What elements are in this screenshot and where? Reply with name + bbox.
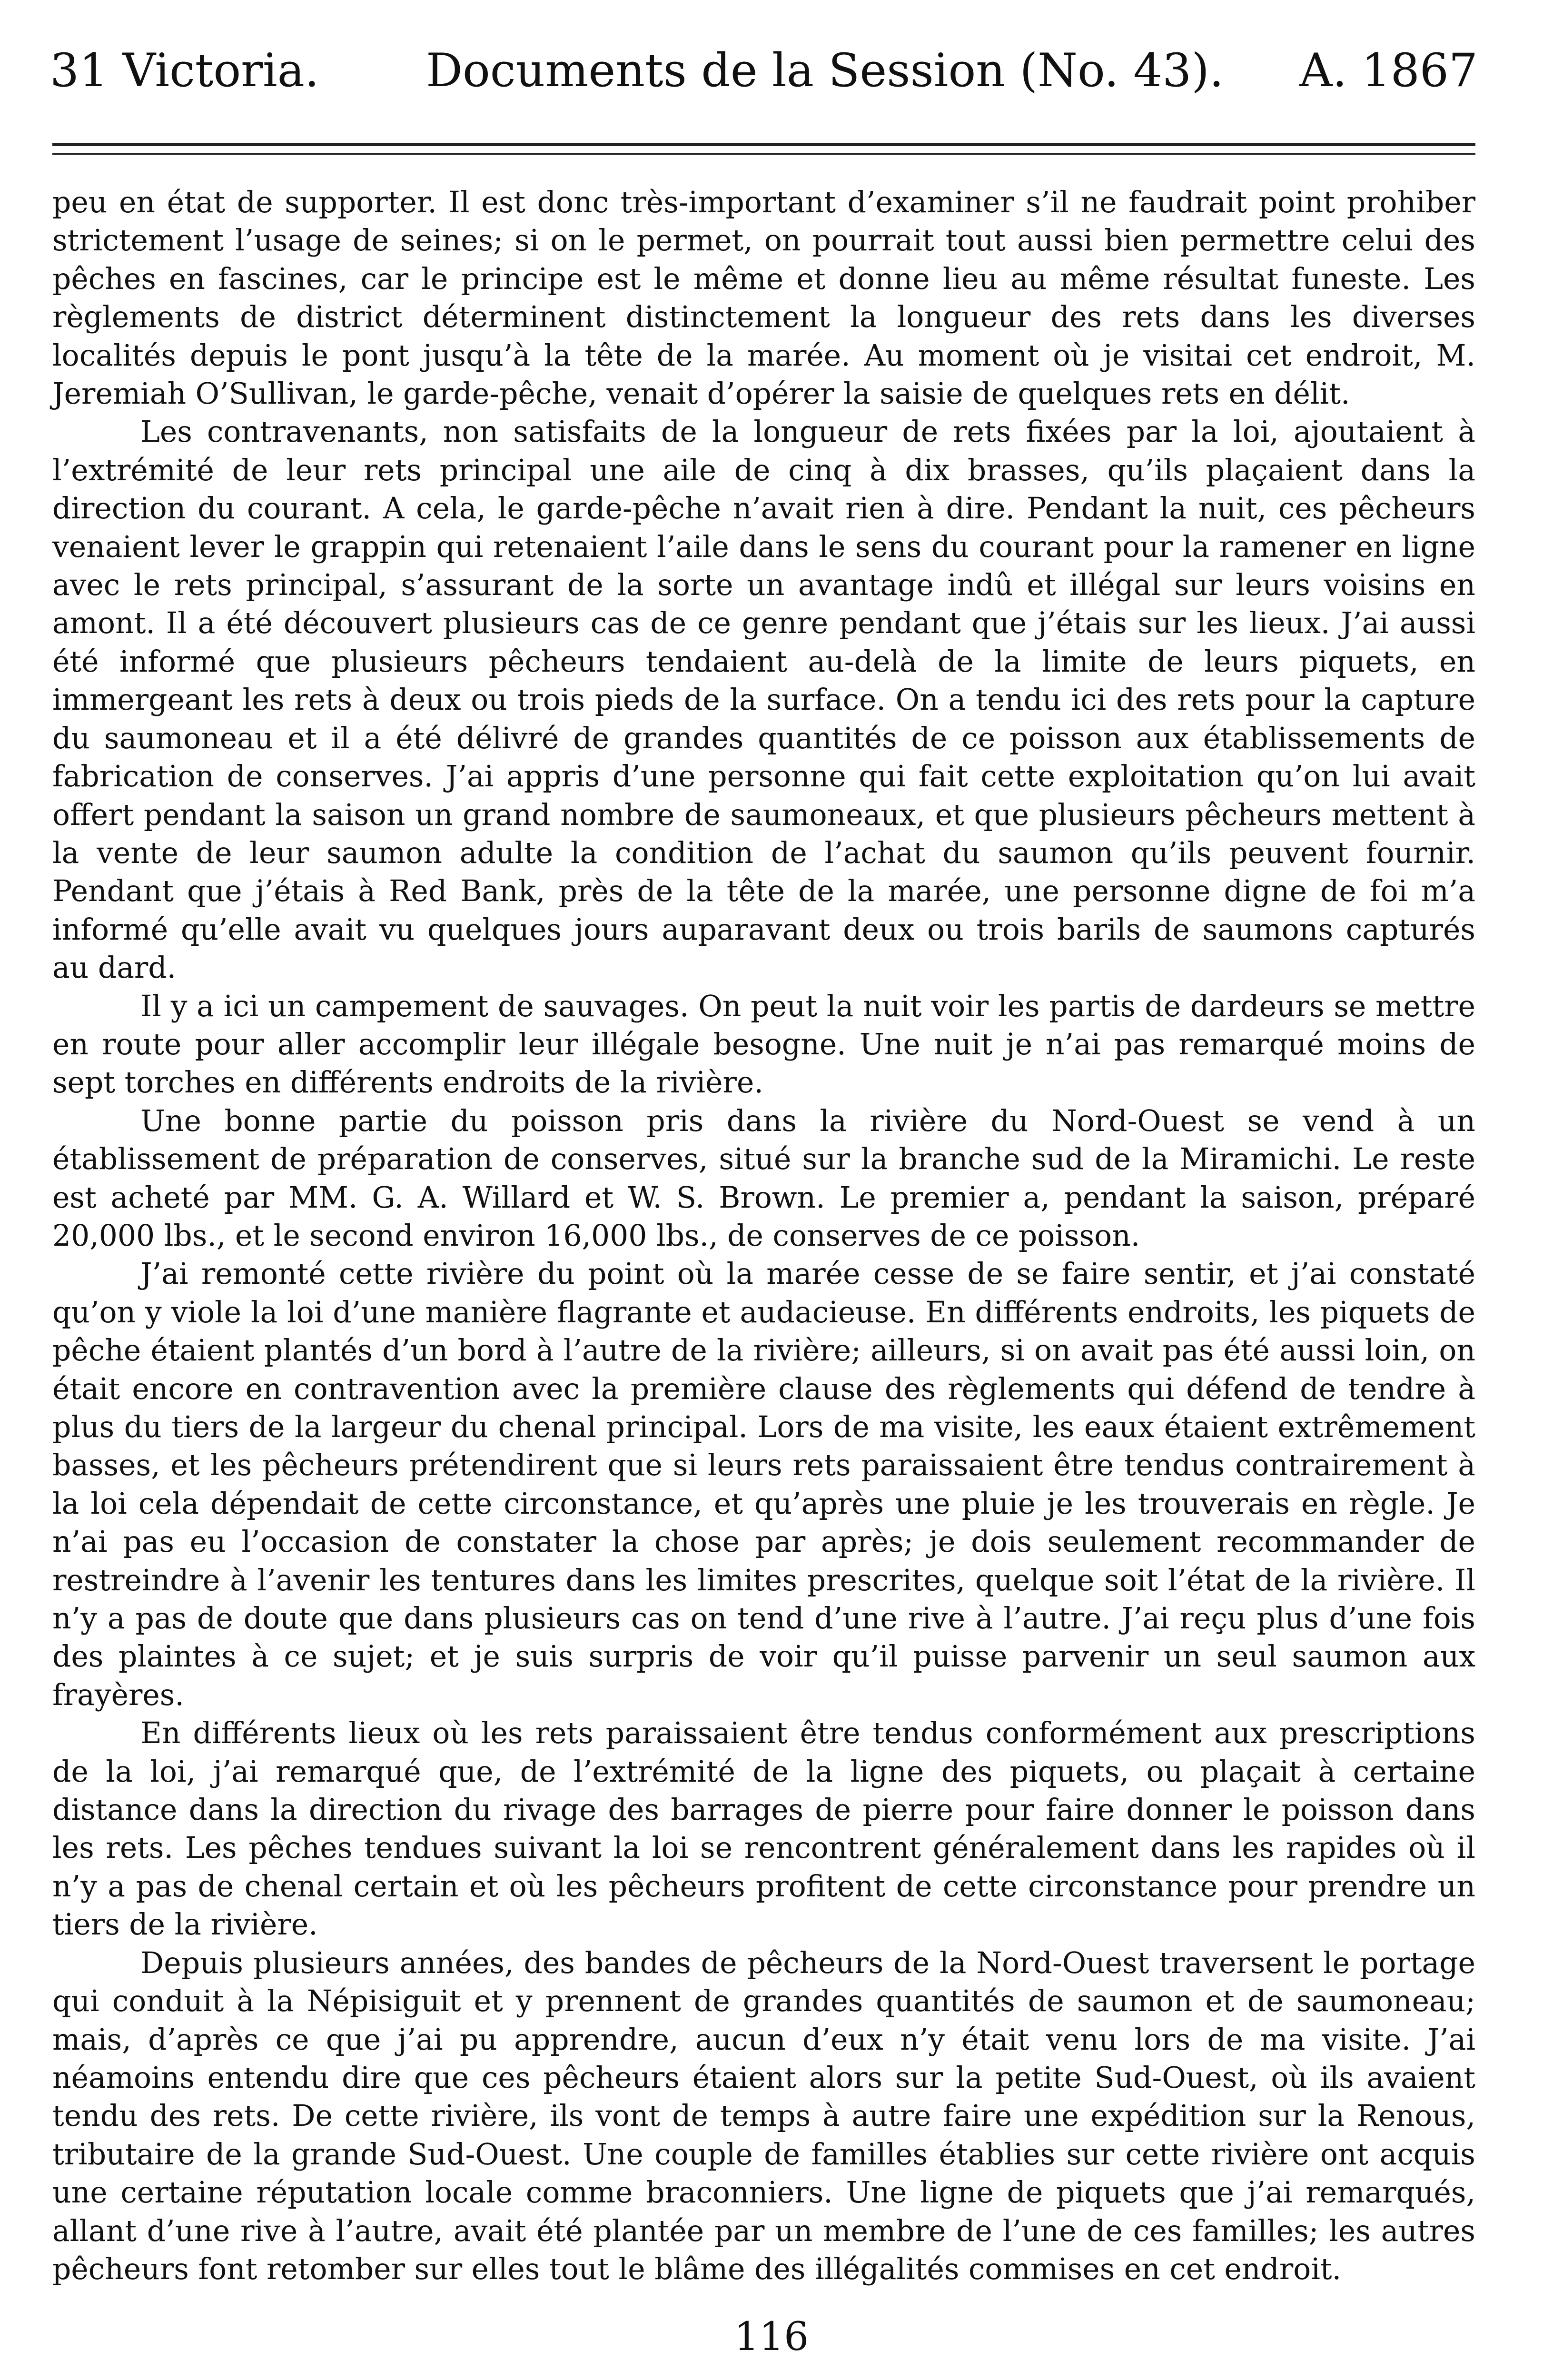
header-left: 31 Victoria. [50,44,319,97]
header-rule-thick [52,143,1475,146]
paragraph-5: J’ai remonté cette rivière du point où la marée cesse de se faire sentir, et j’ai constaté qu’on y viole la loi d’une manière flagrante et audacieuse. En différents endroits, les piquets de pêche étaient plantés d’un bord à l’autre de la rivière; ailleurs, si on avait pas été aussi loin, on était encore en contravention avec la première clause des règlements qui défend de tendre à plus du tiers de la largeur du chenal principal. Lors de ma visite, les eaux étaient extrêmement basses, et les pêcheurs prétendirent que si leurs rets paraissaient être tendus contrairement à la loi cela dépendait de cette circonstance, et qu’après une pluie je les trouverais en règle. Je n’ai pas eu l’occasion de constater la chose par après; je dois seulement recommander de restreindre à l’avenir les tentures dans les limites prescrites, quelque soit l’état de la rivière. Il n’y a pas de doute que dans plusieurs cas on tend d’une rive à l’autre. J’ai reçu plus d’une fois des plaintes à ce sujet; et je suis surpris de voir qu’il puisse parvenir un seul saumon aux frayères. [52,1257,1475,1712]
paragraph-1: peu en état de supporter. Il est donc très-important d’examiner s’il ne faudrait point prohiber strictement l’usage de seines; si on le permet, on pourrait tout aussi bien permettre celui des pêches en fascines, car le principe est le même et donne lieu au même résultat funeste. Les règlements de district déterminent distinctement la longueur des rets dans les diverses localités depuis le pont jusqu’à la tête de la marée. Au moment où je visitai cet endroit, M. Jeremiah O’Sullivan, le garde-pêche, venait d’opérer la saisie de quelques rets en délit. [52,185,1475,411]
paragraph-6: En différents lieux où les rets paraissaient être tendus conformément aux prescriptions de la loi, j’ai remarqué que, de l’extrémité de la ligne des piquets, ou plaçait à certaine distance dans la direction du rivage des barrages de pierre pour faire donner le poisson dans les rets. Les pêches tendues suivant la loi se rencontrent généralement dans les rapides où il n’y a pas de chenal certain et où les pêcheurs profitent de cette circonstance pour prendre un tiers de la rivière. [52,1716,1475,1942]
paragraph-4: Une bonne partie du poisson pris dans la rivière du Nord-Ouest se vend à un établissement de préparation de conserves, situé sur la branche sud de la Miramichi. Le reste est acheté par MM. G. A. Willard et W. S. Brown. Le premier a, pendant la saison, préparé 20,000 lbs., et le second environ 16,000 lbs., de conserves de ce poisson. [52,1103,1475,1253]
body-text [52,183,1475,2288]
paragraph-2: Les contravenants, non satisfaits de la longueur de rets fixées par la loi, ajoutaient à l’extrémité de leur rets principal une aile de cinq à dix brasses, qu’ils plaçaient dans la direction du courant. A cela, le garde-pêche n’avait rien à dire. Pendant la nuit, ces pêcheurs venaient lever le grappin qui retenaient l’aile dans le sens du courant pour la ramener en ligne avec le rets principal, s’assurant de la sorte un avantage indû et illégal sur leurs voisins en amont. Il a été découvert plusieurs cas de ce genre pendant que j’étais sur les lieux. J’ai aussi été informé que plusieurs pêcheurs tendaient au-delà de la limite de leurs piquets, en immergeant les rets à deux ou trois pieds de la surface. On a tendu ici des rets pour la capture du saumoneau et il a été délivré de grandes quantités de ce poisson aux établissements de fabrication de conserves. J’ai appris d’une personne qui fait cette exploitation qu’on lui avait offert pendant la saison un grand nombre de saumoneaux, et que plusieurs pêcheurs mettent à la vente de leur saumon adulte la condition de l’achat du saumon qu’ils peuvent fournir. Pendant que j’étais à Red Bank, près de la tête de la marée, une personne digne de foi m’a informé qu’elle avait vu quelques jours auparavant deux ou trois barils de saumons capturés au dard. [52,415,1475,985]
header-rule-thin [52,153,1475,155]
running-header [50,23,1478,118]
header-center: Documents de la Session (No. 43). [426,44,1224,97]
page-number: 116 [734,2314,809,2360]
paragraph-7: Depuis plusieurs années, des bandes de pêcheurs de la Nord-Ouest traversent le portage qui conduit à la Népisiguit et y prennent de grandes quantités de saumon et de saumoneau; mais, d’après ce que j’ai pu apprendre, aucun d’eux n’y était venu lors de ma visite. J’ai néamoins entendu dire que ces pêcheurs étaient alors sur la petite Sud-Ouest, où ils avaient tendu des rets. De cette rivière, ils vont de temps à autre faire une expédition sur la Renous, tributaire de la grande Sud-Ouest. Une couple de familles établies sur cette rivière ont acquis une certaine réputation locale comme braconniers. Une ligne de piquets que j’ai remarqués, allant d’une rive à l’autre, avait été plantée par un membre de l’une de ces familles; les autres pêcheurs font retomber sur elles tout le blâme des illégalités commises en cet endroit. [52,1945,1475,2286]
paragraph-3: Il y a ici un campement de sauvages. On peut la nuit voir les partis de dardeurs se mettre en route pour aller accomplir leur illégale besogne. Une nuit je n’ai pas remarqué moins de sept torches en différents endroits de la rivière. [52,989,1475,1100]
header-right: A. 1867 [1299,44,1478,97]
